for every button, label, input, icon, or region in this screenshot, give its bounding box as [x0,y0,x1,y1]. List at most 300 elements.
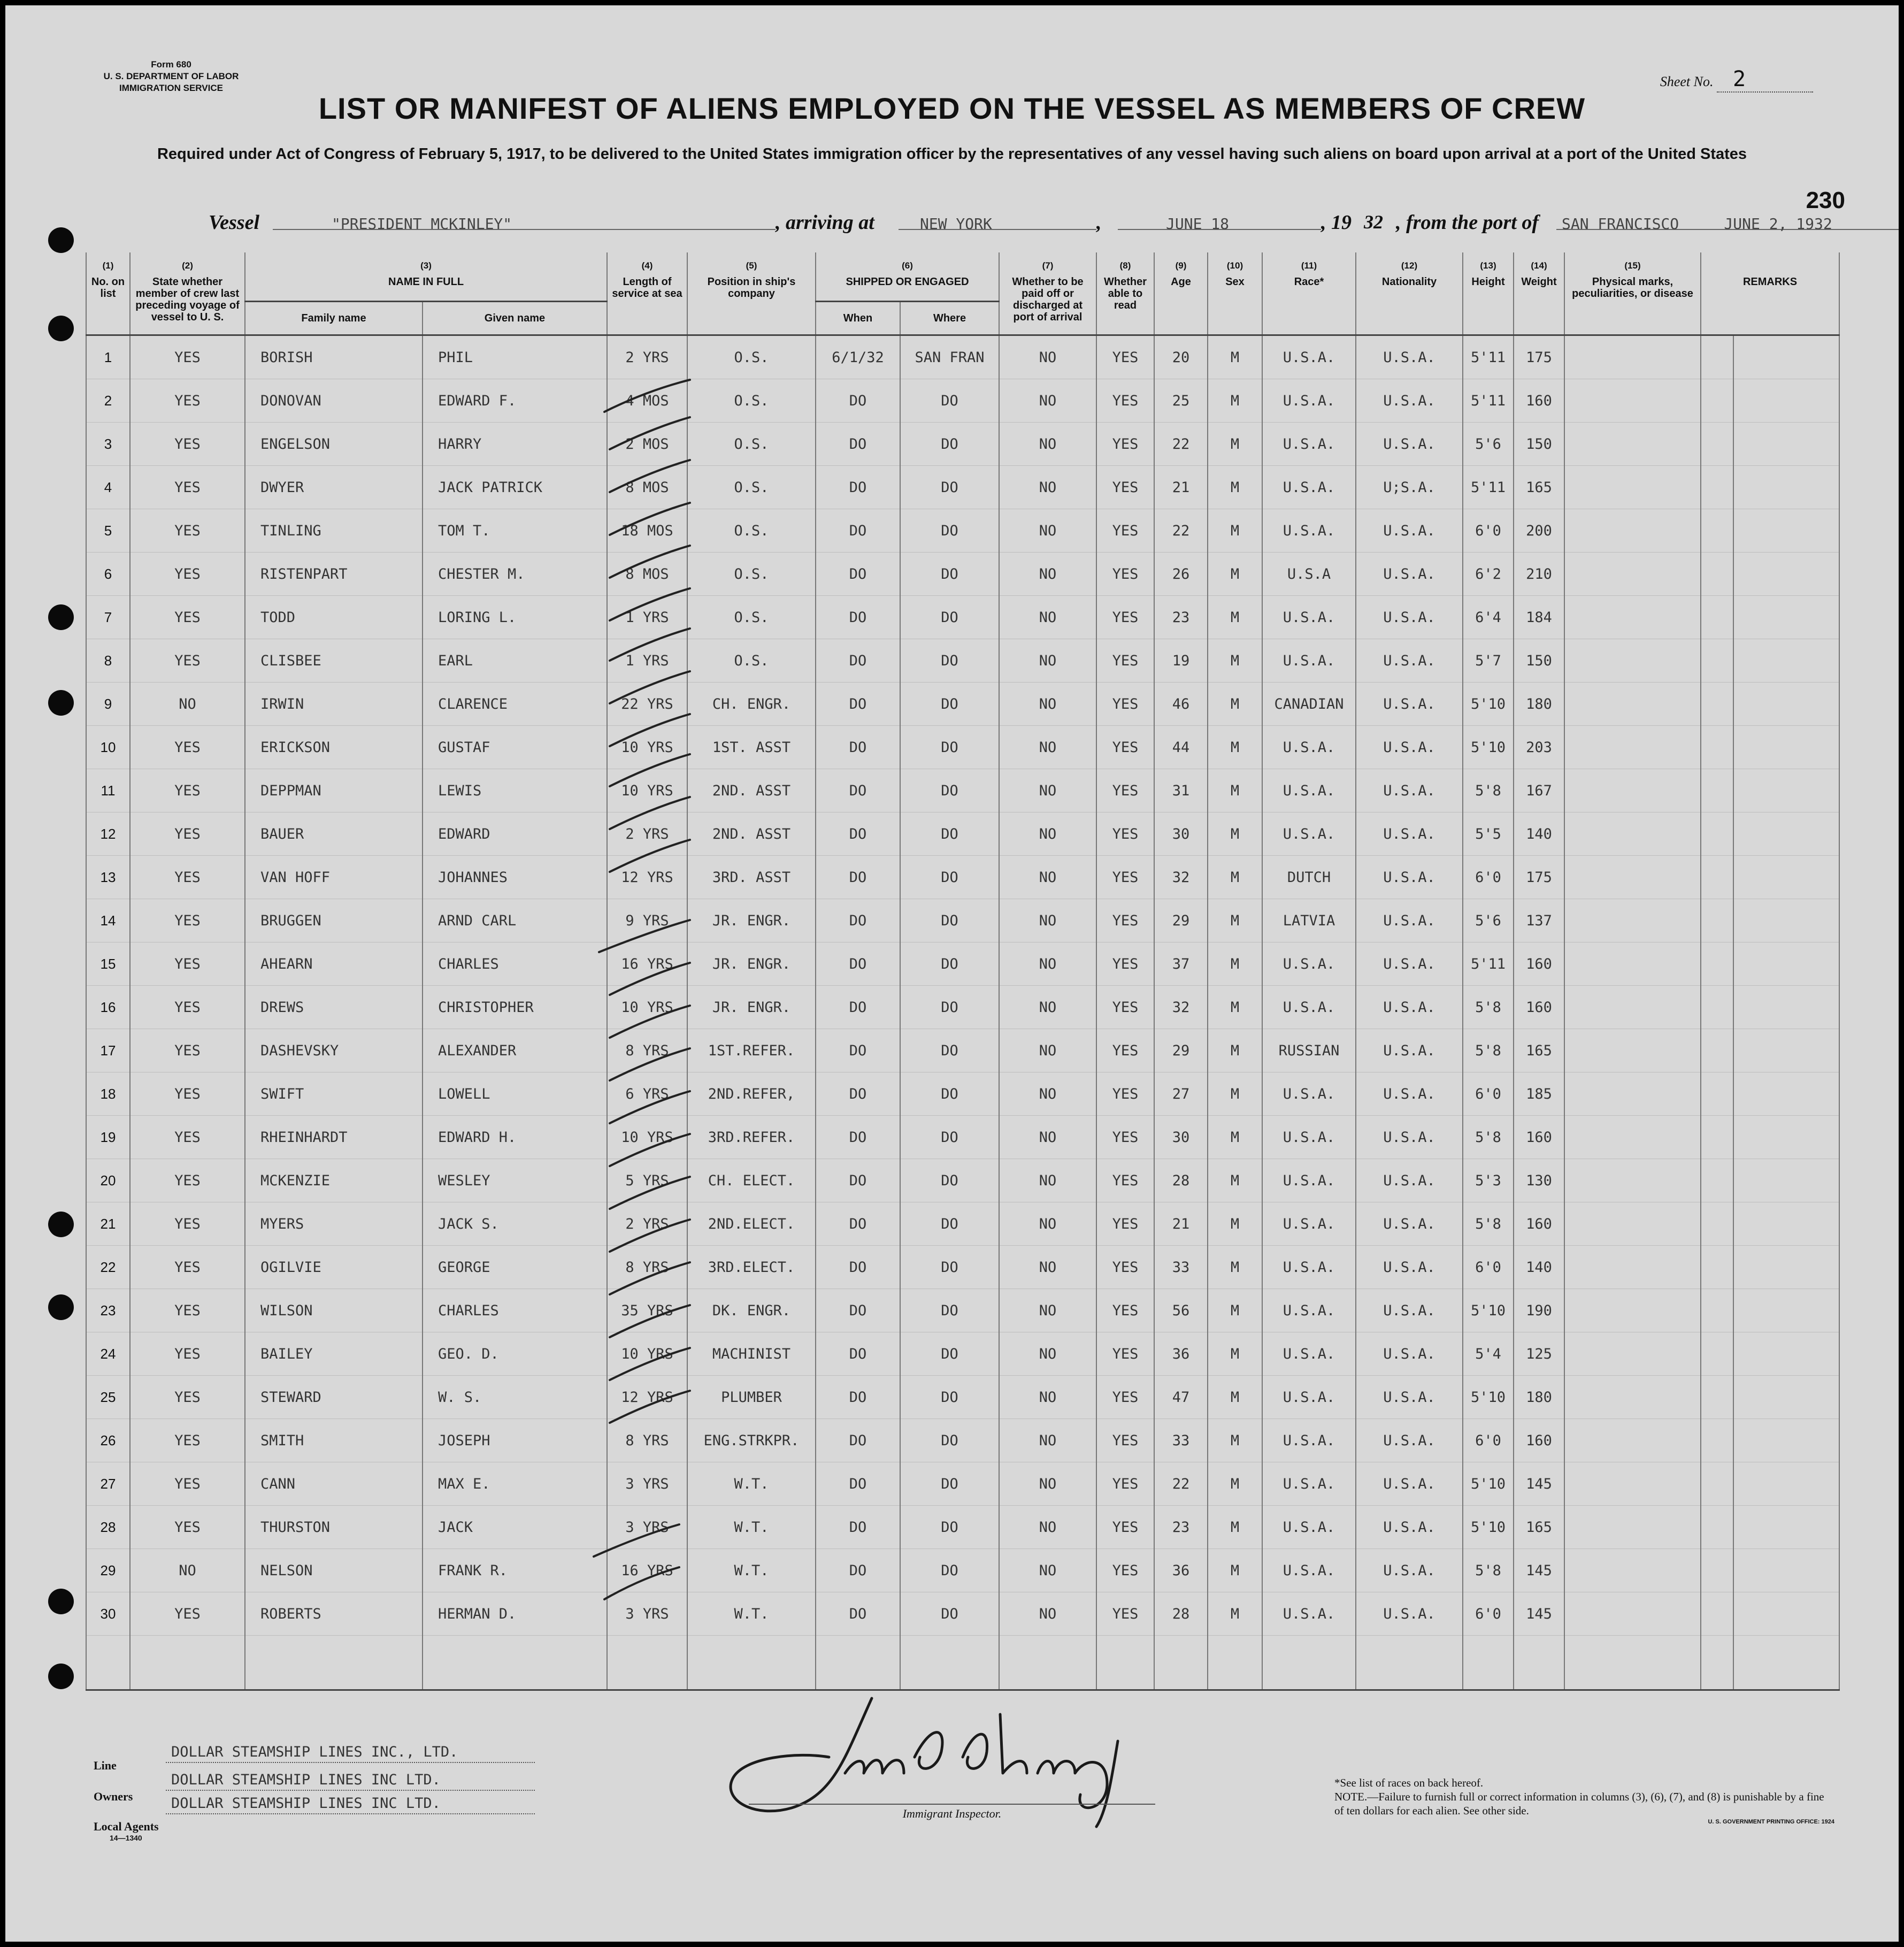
shipped-when-cell: DO [816,856,900,899]
family-name-cell: MCKENZIE [245,1159,423,1202]
nationality-cell: U.S.A. [1356,639,1463,683]
nationality-cell: U.S.A. [1356,335,1463,379]
check-mark-icon [610,628,690,661]
check-mark-icon [594,1524,679,1557]
shipped-where-cell: SAN FRAN [900,335,999,379]
position-cell: W.T. [687,1462,816,1506]
given-name-cell: TOM T. [423,509,607,553]
check-mark-icon [604,1567,679,1599]
previous-voyage-cell: YES [130,639,245,683]
given-name-cell: LEWIS [423,769,607,812]
blank-cell [1564,1636,1701,1690]
age-cell: 33 [1154,1419,1208,1462]
physical-marks-cell [1564,1419,1701,1462]
nationality-cell: U.S.A. [1356,1376,1463,1419]
table-row [86,1116,1839,1159]
check-mark-icon [604,380,690,412]
race-cell: U.S.A. [1262,769,1356,812]
weight-cell: 160 [1514,1419,1564,1462]
weight-cell: 190 [1514,1289,1564,1332]
remarks-cell [1701,1506,1733,1549]
year-prefix: , 19 [1321,211,1352,234]
check-mark-icon [610,714,690,746]
physical-marks-cell [1564,1202,1701,1246]
footnote-races: *See list of races on back hereof. [1334,1776,1484,1789]
race-cell: U.S.A. [1262,1246,1356,1289]
previous-voyage-cell: YES [130,726,245,769]
header-nationality: (12) Nationality [1356,252,1463,335]
height-cell: 6'0 [1463,1419,1514,1462]
read-cell: YES [1096,1592,1154,1636]
owners-value: DOLLAR STEAMSHIP LINES INC LTD. [166,1772,535,1791]
age-cell: 27 [1154,1072,1208,1116]
table-row [86,639,1839,683]
service-length-cell: 12 YRS [607,856,687,899]
department-name: U. S. DEPARTMENT OF LABOR [103,71,239,81]
age-cell: 30 [1154,1116,1208,1159]
sex-cell: M [1208,726,1262,769]
margin-cell [1733,466,1839,509]
sex-cell: M [1208,1332,1262,1376]
height-cell: 5'10 [1463,1376,1514,1419]
race-cell: CANADIAN [1262,683,1356,726]
service-length-cell: 12 YRS [607,1376,687,1419]
weight-cell: 160 [1514,1202,1564,1246]
read-cell: YES [1096,335,1154,379]
age-cell: 23 [1154,596,1208,639]
sex-cell: M [1208,1592,1262,1636]
nationality-cell: U.S.A. [1356,942,1463,986]
read-cell: YES [1096,596,1154,639]
previous-voyage-cell: YES [130,1029,245,1072]
remarks-cell [1701,509,1733,553]
shipped-when-cell: DO [816,379,900,423]
position-cell: 3RD.REFER. [687,1116,816,1159]
previous-voyage-cell: YES [130,509,245,553]
blank-cell [1356,1636,1463,1690]
table-row [86,1549,1839,1592]
physical-marks-cell [1564,942,1701,986]
read-cell: YES [1096,986,1154,1029]
family-name-cell: DASHEVSKY [245,1029,423,1072]
race-cell: U.S.A. [1262,986,1356,1029]
form-identifier [91,59,251,94]
binder-hole [48,604,74,630]
shipped-where-cell: DO [900,1029,999,1072]
shipped-when-cell: DO [816,812,900,856]
check-mark-icon [610,1134,690,1166]
paid-off-cell: NO [999,1332,1096,1376]
given-name-cell: LORING L. [423,596,607,639]
paid-off-cell: NO [999,1072,1096,1116]
shipped-when-cell: DO [816,553,900,596]
weight-cell: 160 [1514,986,1564,1029]
nationality-cell: U.S.A. [1356,1592,1463,1636]
weight-cell: 160 [1514,942,1564,986]
given-name-cell: PHIL [423,335,607,379]
family-name-cell: BAUER [245,812,423,856]
service-length-cell: 5 YRS [607,1159,687,1202]
service-length-cell: 22 YRS [607,683,687,726]
weight-cell: 140 [1514,1246,1564,1289]
row-number: 20 [86,1159,130,1202]
nationality-cell: U.S.A. [1356,1419,1463,1462]
blank-cell [86,1636,130,1690]
header-position: (5) Position in ship's company [687,252,816,335]
service-length-cell: 16 YRS [607,942,687,986]
position-cell: ENG.STRKPR. [687,1419,816,1462]
shipped-where-cell: DO [900,1202,999,1246]
header-physical-marks: (15) Physical marks, peculiarities, or disease [1564,252,1701,335]
margin-cell [1733,639,1839,683]
service-length-cell: 1 YRS [607,596,687,639]
position-cell: O.S. [687,639,816,683]
race-cell: U.S.A. [1262,335,1356,379]
table-row [86,942,1839,986]
crew-rows [86,335,1839,1690]
position-cell: CH. ENGR. [687,683,816,726]
height-cell: 5'8 [1463,769,1514,812]
sex-cell: M [1208,509,1262,553]
weight-cell: 145 [1514,1462,1564,1506]
physical-marks-cell [1564,1549,1701,1592]
row-number: 16 [86,986,130,1029]
family-name-cell: ENGELSON [245,423,423,466]
given-name-cell: W. S. [423,1376,607,1419]
previous-voyage-cell: YES [130,1419,245,1462]
table-row [86,1506,1839,1549]
read-cell: YES [1096,1202,1154,1246]
table-row [86,683,1839,726]
weight-cell: 167 [1514,769,1564,812]
read-cell: YES [1096,683,1154,726]
margin-cell [1733,1419,1839,1462]
shipped-when-cell: DO [816,1332,900,1376]
weight-cell: 184 [1514,596,1564,639]
height-cell: 5'8 [1463,1029,1514,1072]
age-cell: 33 [1154,1246,1208,1289]
service-length-cell: 8 MOS [607,553,687,596]
document-subtitle: Required under Act of Congress of February 5, 1917, to be delivered to the United States immigration officer by the representatives of any vessel having such aliens on board upon arrival at a port of the United States [157,145,1747,163]
check-mark-icon [610,546,690,578]
previous-voyage-cell: YES [130,1289,245,1332]
sex-cell: M [1208,1549,1262,1592]
paid-off-cell: NO [999,1289,1096,1332]
physical-marks-cell [1564,899,1701,942]
previous-voyage-cell: NO [130,683,245,726]
position-cell: O.S. [687,423,816,466]
position-cell: O.S. [687,596,816,639]
paid-off-cell: NO [999,856,1096,899]
previous-voyage-cell: YES [130,553,245,596]
nationality-cell: U.S.A. [1356,812,1463,856]
weight-cell: 165 [1514,1029,1564,1072]
previous-voyage-cell: YES [130,466,245,509]
age-cell: 29 [1154,899,1208,942]
blank-cell [1463,1636,1514,1690]
paid-off-cell: NO [999,379,1096,423]
previous-voyage-cell: YES [130,1462,245,1506]
table-row [86,856,1839,899]
physical-marks-cell [1564,812,1701,856]
read-cell: YES [1096,1116,1154,1159]
margin-cell [1733,1506,1839,1549]
read-cell: YES [1096,812,1154,856]
read-cell: YES [1096,942,1154,986]
given-name-cell: JACK S. [423,1202,607,1246]
shipped-when-cell: DO [816,1549,900,1592]
shipped-where-cell: DO [900,726,999,769]
weight-cell: 210 [1514,553,1564,596]
remarks-cell [1701,1202,1733,1246]
shipped-where-cell: DO [900,1116,999,1159]
race-cell: U.S.A. [1262,1376,1356,1419]
paid-off-cell: NO [999,1202,1096,1246]
margin-cell [1733,726,1839,769]
table-row [86,1332,1839,1376]
nationality-cell: U.S.A. [1356,726,1463,769]
shipped-when-cell: DO [816,1592,900,1636]
header-remarks: REMARKS [1701,252,1839,335]
service-length-cell: 3 YRS [607,1462,687,1506]
header-weight: (14) Weight [1514,252,1564,335]
position-cell: O.S. [687,335,816,379]
arrival-date: JUNE 18 [1166,215,1230,233]
physical-marks-cell [1564,466,1701,509]
previous-voyage-cell: YES [130,423,245,466]
margin-cell [1733,335,1839,379]
family-name-cell: MYERS [245,1202,423,1246]
previous-voyage-cell: YES [130,335,245,379]
previous-voyage-cell: YES [130,1246,245,1289]
footnote-penalty: NOTE.—Failure to furnish full or correct information in columns (3), (6), (7), and (8) is punishable by a fine of ten dollars for each alien. See other side. [1334,1790,1824,1817]
nationality-cell: U.S.A. [1356,1332,1463,1376]
paid-off-cell: NO [999,1029,1096,1072]
race-cell: U.S.A. [1262,423,1356,466]
header-previous-voyage: (2) State whether member of crew last preceding voyage of vessel to U. S. [130,252,245,335]
height-cell: 5'3 [1463,1159,1514,1202]
nationality-cell: U.S.A. [1356,1072,1463,1116]
weight-cell: 165 [1514,466,1564,509]
check-mark-icon [610,840,690,872]
header-service-length: (4) Length of service at sea [607,252,687,335]
shipped-when-cell: DO [816,1202,900,1246]
previous-voyage-cell: YES [130,986,245,1029]
given-name-cell: CHRISTOPHER [423,986,607,1029]
family-name-cell: DREWS [245,986,423,1029]
previous-voyage-cell: YES [130,812,245,856]
table-row [86,1072,1839,1116]
read-cell: YES [1096,856,1154,899]
page-number: 230 [1806,187,1845,213]
weight-cell: 175 [1514,856,1564,899]
race-cell: U.S.A [1262,553,1356,596]
remarks-cell [1701,1029,1733,1072]
race-cell: U.S.A. [1262,1419,1356,1462]
race-cell: U.S.A. [1262,1332,1356,1376]
given-name-cell: EDWARD [423,812,607,856]
given-name-cell: ALEXANDER [423,1029,607,1072]
paid-off-cell: NO [999,986,1096,1029]
nationality-cell: U.S.A. [1356,1029,1463,1072]
line-label: Line [94,1759,117,1772]
binder-hole [48,1294,74,1320]
weight-cell: 160 [1514,379,1564,423]
row-number: 27 [86,1462,130,1506]
nationality-cell: U.S.A. [1356,1202,1463,1246]
sex-cell: M [1208,1246,1262,1289]
age-cell: 28 [1154,1592,1208,1636]
printing-office: U. S. GOVERNMENT PRINTING OFFICE: 1924 [1708,1819,1834,1825]
table-row [86,423,1839,466]
margin-cell [1733,1202,1839,1246]
weight-cell: 200 [1514,509,1564,553]
table-row [86,986,1839,1029]
remarks-cell [1701,899,1733,942]
given-name-cell: LOWELL [423,1072,607,1116]
paid-off-cell: NO [999,942,1096,986]
sex-cell: M [1208,639,1262,683]
margin-cell [1733,509,1839,553]
service-length-cell: 18 MOS [607,509,687,553]
agents-value: DOLLAR STEAMSHIP LINES INC LTD. [166,1795,535,1814]
given-name-cell: FRANK R. [423,1549,607,1592]
height-cell: 5'5 [1463,812,1514,856]
header-age: (9) Age [1154,252,1208,335]
margin-cell [1733,1159,1839,1202]
nationality-cell: U.S.A. [1356,1506,1463,1549]
remarks-cell [1701,466,1733,509]
race-cell: RUSSIAN [1262,1029,1356,1072]
shipped-when-cell: DO [816,423,900,466]
margin-cell [1733,986,1839,1029]
nationality-cell: U.S.A. [1356,553,1463,596]
table-row [86,812,1839,856]
sex-cell: M [1208,423,1262,466]
nationality-cell: U.S.A. [1356,423,1463,466]
nationality-cell: U.S.A. [1356,683,1463,726]
shipped-where-cell: DO [900,942,999,986]
sex-cell: M [1208,1029,1262,1072]
service-length-cell: 8 YRS [607,1246,687,1289]
shipped-where-cell: DO [900,639,999,683]
table-row [86,769,1839,812]
header-when: When [816,302,900,335]
nationality-cell: U.S.A. [1356,899,1463,942]
remarks-cell [1701,1289,1733,1332]
sex-cell: M [1208,899,1262,942]
race-cell: U.S.A. [1262,596,1356,639]
table-row [86,1592,1839,1636]
physical-marks-cell [1564,596,1701,639]
margin-cell [1733,553,1839,596]
check-mark-icon [610,671,690,703]
position-cell: O.S. [687,379,816,423]
previous-voyage-cell: YES [130,942,245,986]
table-row [86,1419,1839,1462]
margin-cell [1733,596,1839,639]
manifest-page [5,5,1899,1942]
family-name-cell: TODD [245,596,423,639]
paid-off-cell: NO [999,812,1096,856]
table-row [86,596,1839,639]
shipped-when-cell: DO [816,726,900,769]
height-cell: 5'10 [1463,1289,1514,1332]
nationality-cell: U.S.A. [1356,856,1463,899]
row-number: 26 [86,1419,130,1462]
race-cell: U.S.A. [1262,1549,1356,1592]
check-mark-icon [610,1220,690,1252]
read-cell: YES [1096,379,1154,423]
read-cell: YES [1096,769,1154,812]
sex-cell: M [1208,1376,1262,1419]
sex-cell: M [1208,942,1262,986]
race-cell: U.S.A. [1262,1506,1356,1549]
paid-off-cell: NO [999,509,1096,553]
family-name-cell: SWIFT [245,1072,423,1116]
height-cell: 5'10 [1463,726,1514,769]
paid-off-cell: NO [999,466,1096,509]
weight-cell: 150 [1514,639,1564,683]
check-mark-icon [610,1177,690,1209]
nationality-cell: U.S.A. [1356,379,1463,423]
sheet-number [1660,67,1813,93]
shipped-when-cell: DO [816,1246,900,1289]
remarks-cell [1701,553,1733,596]
previous-voyage-cell: YES [130,379,245,423]
margin-cell [1733,423,1839,466]
age-cell: 22 [1154,423,1208,466]
shipped-where-cell: DO [900,1246,999,1289]
agents-label: Local Agents [94,1820,159,1833]
given-name-cell: HARRY [423,423,607,466]
row-number: 22 [86,1246,130,1289]
height-cell: 5'8 [1463,1202,1514,1246]
previous-voyage-cell: YES [130,1202,245,1246]
position-cell: W.T. [687,1506,816,1549]
row-number: 23 [86,1289,130,1332]
height-cell: 5'11 [1463,466,1514,509]
physical-marks-cell [1564,639,1701,683]
age-cell: 21 [1154,466,1208,509]
blank-cell [816,1636,900,1690]
arriving-port: NEW YORK [920,215,992,233]
family-name-cell: CLISBEE [245,639,423,683]
shipped-when-cell: DO [816,1419,900,1462]
race-cell: U.S.A. [1262,509,1356,553]
race-cell: LATVIA [1262,899,1356,942]
position-cell: 2ND.REFER, [687,1072,816,1116]
shipped-when-cell: DO [816,466,900,509]
paid-off-cell: NO [999,1592,1096,1636]
family-name-cell: BRUGGEN [245,899,423,942]
shipped-where-cell: DO [900,683,999,726]
height-cell: 6'0 [1463,1592,1514,1636]
race-cell: U.S.A. [1262,1289,1356,1332]
paid-off-cell: NO [999,1246,1096,1289]
service-length-cell: 2 YRS [607,335,687,379]
race-cell: U.S.A. [1262,1116,1356,1159]
given-name-cell: JOHANNES [423,856,607,899]
shipped-when-cell: DO [816,1159,900,1202]
shipped-where-cell: DO [900,509,999,553]
remarks-cell [1701,1419,1733,1462]
height-cell: 6'0 [1463,856,1514,899]
owners-label: Owners [94,1790,133,1803]
weight-cell: 203 [1514,726,1564,769]
family-name-cell: CANN [245,1462,423,1506]
service-length-cell: 2 MOS [607,423,687,466]
